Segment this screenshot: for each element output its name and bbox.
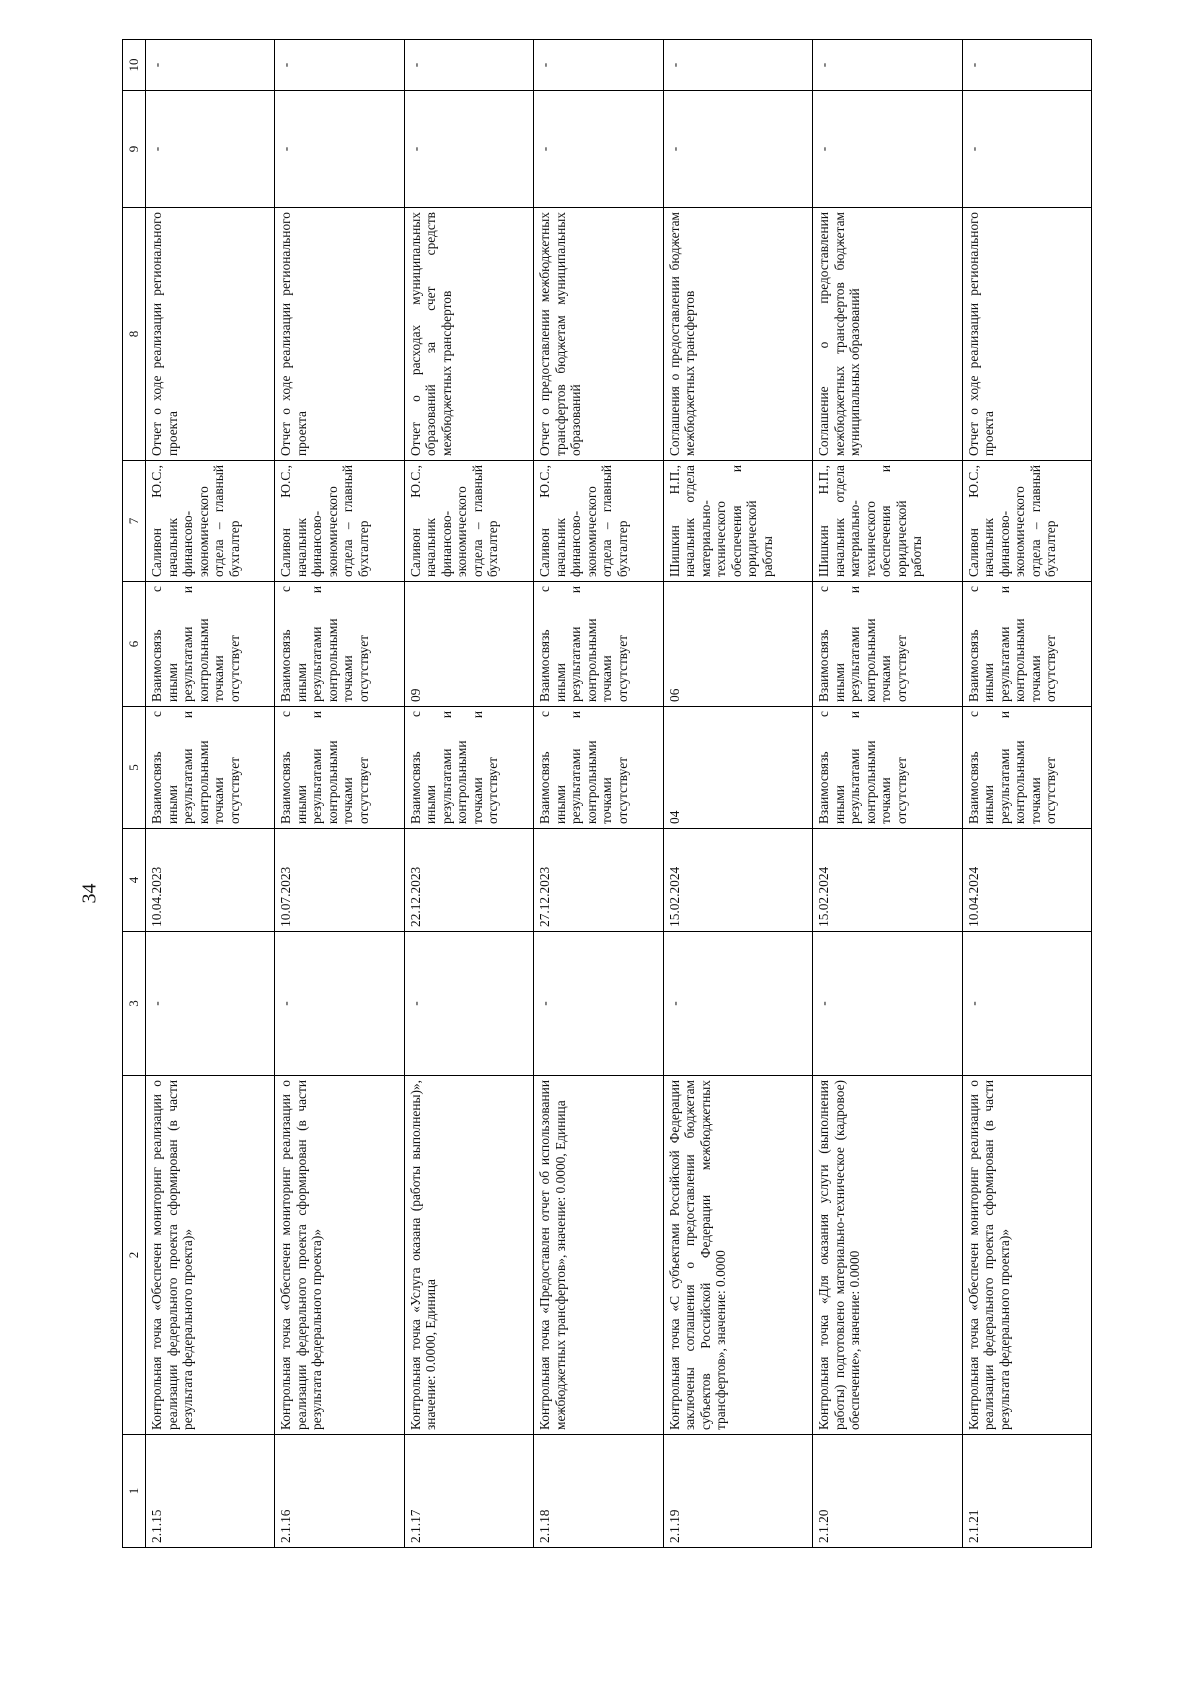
predecessors: Взаимосвязь с иными результатами и контрольными точками отсутствует: [146, 707, 275, 829]
table-row: [534, 40, 663, 1548]
deadline-date: 22.12.2023: [404, 829, 533, 932]
row-number: 2.1.16: [275, 1435, 404, 1548]
cell-col10: -: [813, 40, 962, 91]
row-number: 2.1.15: [146, 1435, 275, 1548]
responsible-person: Саливон Ю.С., начальник финансово-экономического отдела – главный бухгалтер: [962, 461, 1091, 582]
column-header: 1: [123, 1435, 146, 1548]
table-row: [275, 40, 404, 1548]
responsible-person: Саливон Ю.С., начальник финансово-экономического отдела – главный бухгалтер: [275, 461, 404, 582]
cell-col3: -: [663, 932, 812, 1076]
row-number: 2.1.20: [813, 1435, 962, 1548]
deadline-date: 15.02.2024: [663, 829, 812, 932]
deadline-date: 10.07.2023: [275, 829, 404, 932]
column-header: 9: [123, 91, 146, 208]
control-point-description: Контрольная точка «Предоставлен отчет об использовании межбюджетных трансфертов», значение: 0.0000, Единица: [534, 1076, 663, 1435]
result-document: Отчет о ходе реализации регионального проекта: [962, 208, 1091, 461]
row-number: 2.1.18: [534, 1435, 663, 1548]
column-header: 6: [123, 582, 146, 707]
cell-col9: -: [146, 91, 275, 208]
result-document: Отчет о ходе реализации регионального проекта: [146, 208, 275, 461]
table-row: [663, 40, 812, 1548]
table-row: [962, 40, 1091, 1548]
successors: Взаимосвязь с иными результатами и контрольными точками отсутствует: [813, 582, 962, 707]
cell-col10: -: [534, 40, 663, 91]
predecessors: Взаимосвязь с иными результатами и контрольными точками отсутствует: [813, 707, 962, 829]
table-row: [813, 40, 962, 1548]
table-row: [146, 40, 275, 1548]
control-point-description: Контрольная точка «Услуга оказана (работы выполнены)», значение: 0.0000, Единица: [404, 1076, 533, 1435]
control-point-description: Контрольная точка «Обеспечен мониторинг реализации о реализации федерального проекта сформирован (в части результата федерального проекта)»: [275, 1076, 404, 1435]
cell-col10: -: [275, 40, 404, 91]
cell-col3: -: [146, 932, 275, 1076]
cell-col9: -: [663, 91, 812, 208]
responsible-person: Саливон Ю.С., начальник финансово-экономического отдела – главный бухгалтер: [146, 461, 275, 582]
row-number: 2.1.17: [404, 1435, 533, 1548]
result-document: Соглашение о предоставлении межбюджетных трансфертов бюджетам муниципальных образований: [813, 208, 962, 461]
column-header: 2: [123, 1076, 146, 1435]
cell-col10: -: [962, 40, 1091, 91]
cell-col9: -: [962, 91, 1091, 208]
page-number: 34: [78, 883, 101, 904]
successors: Взаимосвязь с иными результатами и контрольными точками отсутствует: [962, 582, 1091, 707]
column-header: 7: [123, 461, 146, 582]
column-header: 8: [123, 208, 146, 461]
cell-col3: -: [813, 932, 962, 1076]
responsible-person: Шишкин Н.П., начальник отдела материально-технического обеспечения и юридической работы: [663, 461, 812, 582]
successors: Взаимосвязь с иными результатами и контрольными точками отсутствует: [534, 582, 663, 707]
deadline-date: 27.12.2023: [534, 829, 663, 932]
control-point-description: Контрольная точка «С субъектами Российской Федерации заключены соглашения о предоставлении бюджетам субъектов Российской Федерации межбюджетных трансфертов», значение: 0.0000: [663, 1076, 812, 1435]
deadline-date: 10.04.2023: [146, 829, 275, 932]
deadline-date: 10.04.2024: [962, 829, 1091, 932]
result-document: Отчет о ходе реализации регионального проекта: [275, 208, 404, 461]
successors: 09: [404, 582, 533, 707]
column-number-row: [123, 40, 146, 1548]
deadline-date: 15.02.2024: [813, 829, 962, 932]
cell-col9: -: [813, 91, 962, 208]
rotated-table-container: [122, 40, 1092, 1548]
responsible-person: Шишкин Н.П., начальник отдела материально-технического обеспечения и юридической работы: [813, 461, 962, 582]
successors: 06: [663, 582, 812, 707]
cell-col9: -: [275, 91, 404, 208]
responsible-person: Саливон Ю.С., начальник финансово-экономического отдела – главный бухгалтер: [404, 461, 533, 582]
row-number: 2.1.21: [962, 1435, 1091, 1548]
column-header: 10: [123, 40, 146, 91]
result-document: Отчет о расходах муниципальных образований за счет средств межбюджетных трансфертов: [404, 208, 533, 461]
cell-col3: -: [404, 932, 533, 1076]
result-document: Соглашения о предоставлении бюджетам межбюджетных трансфертов: [663, 208, 812, 461]
cell-col10: -: [146, 40, 275, 91]
column-header: 4: [123, 829, 146, 932]
successors: Взаимосвязь с иными результатами и контрольными точками отсутствует: [146, 582, 275, 707]
cell-col3: -: [534, 932, 663, 1076]
predecessors: Взаимосвязь с иными результатами и контрольными точками отсутствует: [534, 707, 663, 829]
cell-col9: -: [534, 91, 663, 208]
cell-col10: -: [404, 40, 533, 91]
column-header: 5: [123, 707, 146, 829]
control-point-description: Контрольная точка «Обеспечен мониторинг реализации о реализации федерального проекта сформирован (в части результата федерального проекта)»: [962, 1076, 1091, 1435]
cell-col10: -: [663, 40, 812, 91]
control-points-table: [122, 39, 1092, 1548]
predecessors: Взаимосвязь с иными результатами и контрольными точками отсутствует: [275, 707, 404, 829]
control-point-description: Контрольная точка «Для оказания услуги (выполнения работы) подготовлено материально-техническое (кадровое) обеспечение», значение: 0.0000: [813, 1076, 962, 1435]
column-header: 3: [123, 932, 146, 1076]
result-document: Отчет о предоставлении межбюджетных трансфертов бюджетам муниципальных образований: [534, 208, 663, 461]
cell-col9: -: [404, 91, 533, 208]
table-row: [404, 40, 533, 1548]
successors: Взаимосвязь с иными результатами и контрольными точками отсутствует: [275, 582, 404, 707]
predecessors: 04: [663, 707, 812, 829]
predecessors: Взаимосвязь с иными результатами и контрольными точками и отсутствует: [404, 707, 533, 829]
cell-col3: -: [962, 932, 1091, 1076]
predecessors: Взаимосвязь с иными результатами и контрольными точками отсутствует: [962, 707, 1091, 829]
row-number: 2.1.19: [663, 1435, 812, 1548]
control-point-description: Контрольная точка «Обеспечен мониторинг реализации о реализации федерального проекта сформирован (в части результата федерального проекта)»: [146, 1076, 275, 1435]
cell-col3: -: [275, 932, 404, 1076]
responsible-person: Саливон Ю.С., начальник финансово-экономического отдела – главный бухгалтер: [534, 461, 663, 582]
